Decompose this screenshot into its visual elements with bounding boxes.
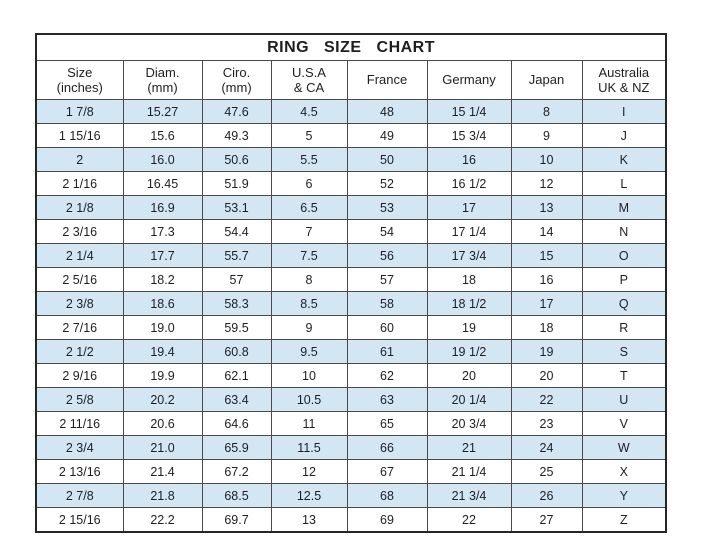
table-cell: 17 [427,196,511,220]
table-cell: 52 [347,172,427,196]
table-cell: 60.8 [202,340,271,364]
table-cell: 23 [511,412,582,436]
table-cell: 63.4 [202,388,271,412]
table-cell: J [582,124,666,148]
column-header: Ciro. (mm) [202,61,271,100]
table-cell: 64.6 [202,412,271,436]
table-cell: 22.2 [123,508,202,533]
table-cell: 16.0 [123,148,202,172]
table-row [36,460,666,484]
table-cell: 2 3/16 [36,220,123,244]
table-cell: 7.5 [271,244,347,268]
table-cell: Y [582,484,666,508]
table-cell: 12 [511,172,582,196]
ring-size-chart [35,33,667,533]
table-cell: P [582,268,666,292]
table-cell: 2 1/16 [36,172,123,196]
table-row [36,436,666,460]
table-cell: 8 [511,100,582,124]
table-cell: O [582,244,666,268]
table-cell: 60 [347,316,427,340]
table-cell: L [582,172,666,196]
table-cell: 21.0 [123,436,202,460]
table-row [36,172,666,196]
table-cell: 18 [511,316,582,340]
column-header: Japan [511,61,582,100]
table-cell: X [582,460,666,484]
table-cell: 21.8 [123,484,202,508]
table-cell: 59.5 [202,316,271,340]
table-cell: 63 [347,388,427,412]
header-row [36,61,666,100]
table-row [36,316,666,340]
table-cell: U [582,388,666,412]
table-cell: 22 [511,388,582,412]
table-cell: 2 1/4 [36,244,123,268]
table-cell: 5.5 [271,148,347,172]
ring-size-table [35,33,667,533]
table-cell: 69 [347,508,427,533]
table-cell: 69.7 [202,508,271,533]
table-cell: 9 [511,124,582,148]
table-cell: 58 [347,292,427,316]
table-cell: 67 [347,460,427,484]
column-header: Australia UK & NZ [582,61,666,100]
table-cell: 65.9 [202,436,271,460]
table-cell: 21 [427,436,511,460]
table-cell: 18 1/2 [427,292,511,316]
table-cell: 18.2 [123,268,202,292]
table-row [36,412,666,436]
table-cell: 21.4 [123,460,202,484]
table-cell: 17 [511,292,582,316]
table-cell: 9.5 [271,340,347,364]
table-row [36,364,666,388]
table-cell: 17 1/4 [427,220,511,244]
table-cell: 19.4 [123,340,202,364]
column-header: Germany [427,61,511,100]
table-cell: 5 [271,124,347,148]
column-header: Size (inches) [36,61,123,100]
table-cell: 2 1/8 [36,196,123,220]
title-row [36,34,666,61]
table-cell: 2 13/16 [36,460,123,484]
table-cell: 68.5 [202,484,271,508]
table-cell: 13 [511,196,582,220]
table-row [36,124,666,148]
table-cell: 20 [427,364,511,388]
table-row [36,220,666,244]
column-header: France [347,61,427,100]
table-cell: 16 [511,268,582,292]
table-row [36,148,666,172]
column-header: Diam. (mm) [123,61,202,100]
table-cell: 54.4 [202,220,271,244]
table-cell: 14 [511,220,582,244]
table-cell: 15 [511,244,582,268]
table-cell: 62.1 [202,364,271,388]
table-cell: 18.6 [123,292,202,316]
table-cell: K [582,148,666,172]
table-cell: 16 1/2 [427,172,511,196]
table-cell: 25 [511,460,582,484]
table-cell: 20.6 [123,412,202,436]
table-cell: 21 1/4 [427,460,511,484]
table-cell: 48 [347,100,427,124]
table-row [36,484,666,508]
table-cell: 2 15/16 [36,508,123,533]
table-row [36,196,666,220]
table-row [36,292,666,316]
table-cell: 10.5 [271,388,347,412]
table-cell: 13 [271,508,347,533]
table-body [36,100,666,533]
table-cell: 54 [347,220,427,244]
table-cell: 17.7 [123,244,202,268]
table-cell: 47.6 [202,100,271,124]
table-cell: 61 [347,340,427,364]
table-cell: 56 [347,244,427,268]
table-row [36,388,666,412]
table-cell: 9 [271,316,347,340]
table-cell: 50.6 [202,148,271,172]
table-cell: 20.2 [123,388,202,412]
table-cell: Q [582,292,666,316]
table-cell: 2 1/2 [36,340,123,364]
table-cell: 16.45 [123,172,202,196]
table-cell: 26 [511,484,582,508]
table-cell: 20 3/4 [427,412,511,436]
table-cell: 49.3 [202,124,271,148]
table-cell: 15.27 [123,100,202,124]
table-cell: 62 [347,364,427,388]
table-cell: 12.5 [271,484,347,508]
table-cell: 16.9 [123,196,202,220]
table-cell: 2 5/8 [36,388,123,412]
table-cell: 6 [271,172,347,196]
table-cell: 11 [271,412,347,436]
table-cell: 2 [36,148,123,172]
table-cell: Z [582,508,666,533]
table-cell: R [582,316,666,340]
table-cell: 15 3/4 [427,124,511,148]
table-cell: 50 [347,148,427,172]
table-cell: 8.5 [271,292,347,316]
table-cell: 22 [427,508,511,533]
table-cell: 68 [347,484,427,508]
table-cell: 67.2 [202,460,271,484]
table-cell: I [582,100,666,124]
table-cell: 10 [511,148,582,172]
table-cell: 8 [271,268,347,292]
table-cell: M [582,196,666,220]
table-cell: 66 [347,436,427,460]
table-cell: 21 3/4 [427,484,511,508]
table-cell: 57 [202,268,271,292]
table-row [36,244,666,268]
table-cell: 2 3/4 [36,436,123,460]
table-cell: 1 15/16 [36,124,123,148]
table-cell: 19 [427,316,511,340]
table-cell: 53.1 [202,196,271,220]
table-cell: 15.6 [123,124,202,148]
table-cell: 65 [347,412,427,436]
table-cell: 49 [347,124,427,148]
table-cell: 2 11/16 [36,412,123,436]
table-cell: T [582,364,666,388]
table-cell: 6.5 [271,196,347,220]
table-cell: 24 [511,436,582,460]
table-cell: 11.5 [271,436,347,460]
table-cell: 20 [511,364,582,388]
table-cell: 7 [271,220,347,244]
table-cell: 51.9 [202,172,271,196]
column-header: U.S.A & CA [271,61,347,100]
table-cell: 12 [271,460,347,484]
table-cell: 27 [511,508,582,533]
table-row [36,508,666,533]
table-cell: 10 [271,364,347,388]
table-cell: 20 1/4 [427,388,511,412]
table-cell: 1 7/8 [36,100,123,124]
table-cell: 19 1/2 [427,340,511,364]
table-row [36,100,666,124]
table-cell: N [582,220,666,244]
table-cell: 17.3 [123,220,202,244]
table-cell: 53 [347,196,427,220]
table-cell: 2 7/16 [36,316,123,340]
table-cell: 2 7/8 [36,484,123,508]
table-cell: 2 9/16 [36,364,123,388]
table-cell: 57 [347,268,427,292]
table-row [36,268,666,292]
table-row [36,340,666,364]
table-cell: 58.3 [202,292,271,316]
chart-title: RING SIZE CHART [36,34,666,61]
table-cell: 2 5/16 [36,268,123,292]
table-cell: 18 [427,268,511,292]
table-cell: 55.7 [202,244,271,268]
table-cell: W [582,436,666,460]
table-cell: 17 3/4 [427,244,511,268]
table-cell: 19 [511,340,582,364]
table-cell: 19.9 [123,364,202,388]
table-cell: 2 3/8 [36,292,123,316]
table-cell: V [582,412,666,436]
table-cell: S [582,340,666,364]
table-cell: 16 [427,148,511,172]
table-cell: 19.0 [123,316,202,340]
table-cell: 4.5 [271,100,347,124]
table-cell: 15 1/4 [427,100,511,124]
